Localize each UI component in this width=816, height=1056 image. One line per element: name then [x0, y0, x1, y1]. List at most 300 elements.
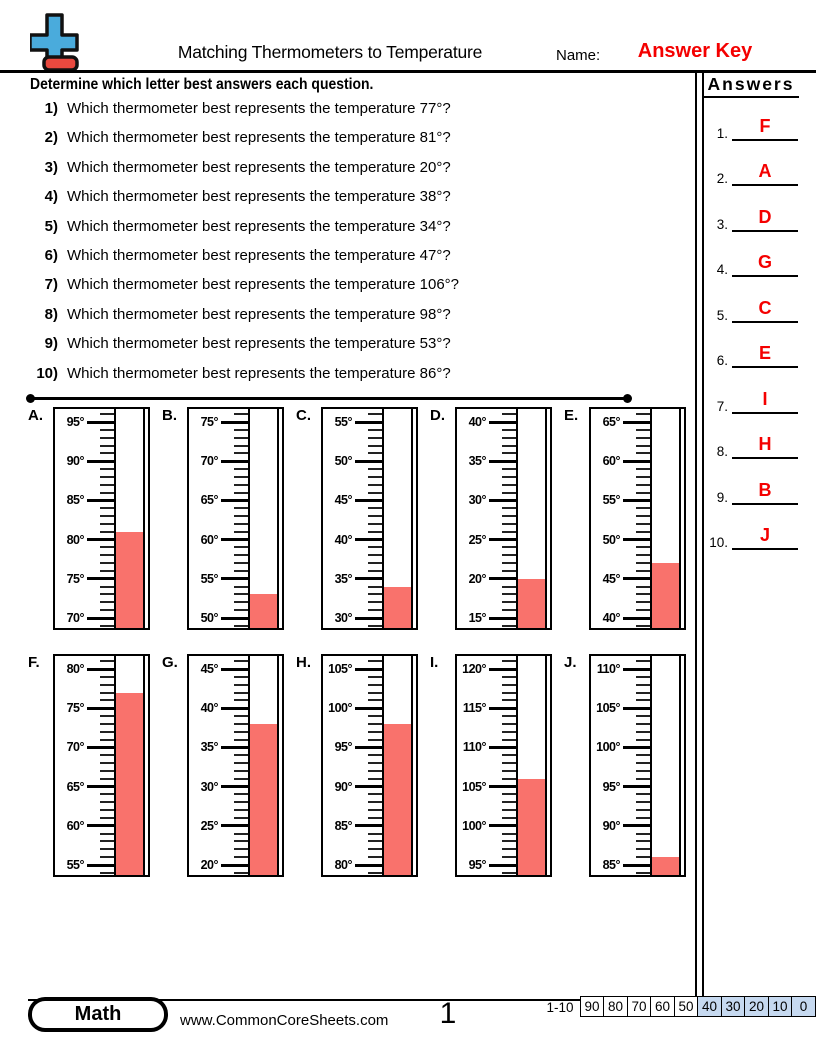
page-number: 1: [439, 997, 457, 1030]
minor-tick: [502, 833, 516, 835]
minor-tick: [100, 586, 114, 588]
minor-tick: [234, 723, 248, 725]
scale-label: 95°: [602, 779, 620, 794]
scale-label: 65°: [200, 493, 218, 508]
question-number: 2): [44, 129, 58, 147]
answer-number: 6.: [716, 353, 728, 368]
scale-label: 65°: [602, 415, 620, 429]
answer-item: [702, 191, 802, 237]
minor-tick: [234, 531, 248, 533]
answer-item: [702, 464, 802, 510]
minor-tick: [502, 413, 516, 415]
scale-label: 30°: [334, 611, 352, 625]
scale-label: 25°: [200, 818, 218, 833]
minor-tick: [100, 684, 114, 686]
mercury-fill: [652, 563, 679, 628]
major-tick: [355, 824, 382, 827]
website-url: www.CommonCoreSheets.com: [180, 1012, 389, 1029]
minor-tick: [368, 872, 382, 874]
thermometer-letter: J.: [564, 654, 577, 671]
minor-tick: [368, 546, 382, 548]
answer-letter: E: [758, 343, 771, 363]
score-cell: 50: [674, 996, 699, 1017]
header-divider: [0, 70, 816, 73]
major-tick: [355, 864, 382, 867]
minor-tick: [234, 715, 248, 717]
minor-tick: [100, 593, 114, 595]
minor-tick: [234, 731, 248, 733]
major-tick: [87, 668, 114, 671]
thermometer-row-top: [28, 405, 698, 633]
minor-tick: [636, 413, 650, 415]
tube-right-line: [411, 656, 413, 875]
minor-tick: [502, 484, 516, 486]
minor-tick: [100, 468, 114, 470]
scale-label: 40°: [334, 532, 352, 547]
thermometer-scale: [321, 654, 418, 877]
answer-item: [702, 237, 802, 283]
major-tick: [87, 499, 114, 502]
question-number: 10): [36, 364, 58, 382]
question-number: 1): [44, 100, 58, 117]
minor-tick: [636, 848, 650, 850]
scale-label: 30°: [200, 779, 218, 794]
minor-tick: [234, 515, 248, 517]
minor-tick: [368, 770, 382, 772]
scale-label: 40°: [200, 701, 218, 716]
commoncoresheets-logo: [30, 13, 82, 75]
minor-tick: [234, 476, 248, 478]
minor-tick: [100, 445, 114, 447]
scale-label: 70°: [66, 611, 84, 625]
thermometer-i: [430, 652, 564, 880]
answer-blank-line: [732, 139, 798, 141]
scale-label: 75°: [66, 701, 84, 716]
minor-tick: [502, 586, 516, 588]
section-divider-line: [30, 397, 628, 400]
major-tick: [623, 460, 650, 463]
major-tick: [221, 421, 248, 424]
major-tick: [221, 668, 248, 671]
score-cells: [580, 996, 816, 1017]
thermometer-letter: F.: [28, 654, 40, 671]
minor-tick: [636, 840, 650, 842]
major-tick: [489, 421, 516, 424]
scale-label: 60°: [200, 532, 218, 547]
minor-tick: [502, 731, 516, 733]
minor-tick: [100, 676, 114, 678]
question-text: Which thermometer best represents the temperature 53°?: [67, 335, 451, 353]
minor-tick: [368, 692, 382, 694]
answer-blank-line: [732, 275, 798, 277]
answer-number: 10.: [709, 535, 728, 550]
minor-tick: [636, 676, 650, 678]
minor-tick: [100, 723, 114, 725]
minor-tick: [368, 715, 382, 717]
minor-tick: [636, 452, 650, 454]
minor-tick: [100, 515, 114, 517]
minor-tick: [636, 437, 650, 439]
minor-tick: [100, 625, 114, 627]
minor-tick: [100, 809, 114, 811]
minor-tick: [234, 507, 248, 509]
major-tick: [355, 421, 382, 424]
minor-tick: [100, 770, 114, 772]
score-cell: 70: [627, 996, 652, 1017]
minor-tick: [636, 515, 650, 517]
major-tick: [623, 538, 650, 541]
score-cell: 80: [603, 996, 628, 1017]
minor-tick: [234, 609, 248, 611]
minor-tick: [100, 801, 114, 803]
minor-tick: [502, 452, 516, 454]
tube-right-line: [143, 409, 145, 628]
minor-tick: [368, 676, 382, 678]
thermometer-scale: [589, 407, 686, 630]
answer-blank-line: [732, 412, 798, 414]
minor-tick: [234, 692, 248, 694]
thermometer-c: [296, 405, 430, 633]
mercury-fill: [250, 724, 277, 875]
minor-tick: [368, 840, 382, 842]
tube-left-line: [516, 656, 518, 875]
thermometer-e: [564, 405, 698, 633]
minor-tick: [502, 429, 516, 431]
thermometer-scale: [589, 654, 686, 877]
major-tick: [489, 746, 516, 749]
minor-tick: [636, 684, 650, 686]
minor-tick: [636, 586, 650, 588]
score-cell: 0: [791, 996, 816, 1017]
major-tick: [355, 617, 382, 620]
minor-tick: [368, 762, 382, 764]
major-tick: [87, 460, 114, 463]
minor-tick: [234, 848, 248, 850]
minor-tick: [636, 801, 650, 803]
major-tick: [221, 864, 248, 867]
scale-label: 110°: [596, 662, 620, 676]
minor-tick: [636, 625, 650, 627]
minor-tick: [368, 484, 382, 486]
minor-tick: [234, 586, 248, 588]
minor-tick: [234, 817, 248, 819]
minor-tick: [100, 609, 114, 611]
scale-label: 55°: [602, 493, 620, 508]
minor-tick: [502, 699, 516, 701]
score-table: [546, 996, 816, 1017]
thermometer-a: [28, 405, 162, 633]
minor-tick: [502, 523, 516, 525]
scale-label: 105°: [596, 701, 620, 716]
scale-label: 45°: [200, 662, 218, 676]
minor-tick: [234, 856, 248, 858]
questions-list: [28, 100, 668, 394]
minor-tick: [100, 754, 114, 756]
minor-tick: [502, 809, 516, 811]
scale-label: 95°: [334, 740, 352, 755]
minor-tick: [636, 476, 650, 478]
major-tick: [623, 499, 650, 502]
minor-tick: [502, 840, 516, 842]
scale-label: 115°: [462, 701, 486, 716]
thermometer-letter: E.: [564, 407, 579, 424]
scale-label: 35°: [200, 740, 218, 755]
tube-right-line: [545, 656, 547, 875]
minor-tick: [100, 562, 114, 564]
question-row: [28, 365, 668, 394]
minor-tick: [636, 554, 650, 556]
minor-tick: [502, 515, 516, 517]
question-number: 6): [44, 246, 58, 264]
question-row: [28, 335, 668, 364]
minor-tick: [636, 562, 650, 564]
minor-tick: [636, 856, 650, 858]
minor-tick: [502, 856, 516, 858]
question-row: [28, 159, 668, 188]
scale-label: 100°: [596, 740, 620, 755]
thermometer-b: [162, 405, 296, 633]
score-cell: 20: [744, 996, 769, 1017]
answer-number: 2.: [716, 171, 728, 186]
answers-list: [702, 100, 802, 555]
question-number: 3): [44, 158, 58, 176]
minor-tick: [502, 692, 516, 694]
minor-tick: [234, 770, 248, 772]
minor-tick: [234, 699, 248, 701]
scale-label: 70°: [200, 454, 218, 469]
major-tick: [87, 577, 114, 580]
mercury-fill: [518, 579, 545, 628]
minor-tick: [234, 593, 248, 595]
scale-label: 95°: [468, 858, 486, 872]
major-tick: [489, 538, 516, 541]
major-tick: [355, 577, 382, 580]
minor-tick: [502, 817, 516, 819]
question-number: 8): [44, 305, 58, 323]
major-tick: [221, 499, 248, 502]
answer-item: [702, 328, 802, 374]
scale-label: 55°: [200, 571, 218, 586]
question-text: Which thermometer best represents the temperature 106°?: [67, 276, 460, 294]
minor-tick: [100, 507, 114, 509]
minor-tick: [100, 413, 114, 415]
tube-left-line: [650, 409, 652, 628]
scale-label: 15°: [468, 611, 486, 625]
question-row: [28, 247, 668, 276]
major-tick: [623, 746, 650, 749]
answers-title: Answers: [703, 74, 799, 98]
subject-badge: [28, 997, 168, 1032]
minor-tick: [636, 817, 650, 819]
major-tick: [221, 617, 248, 620]
minor-tick: [368, 809, 382, 811]
mercury-fill: [116, 532, 143, 628]
major-tick: [489, 499, 516, 502]
minor-tick: [234, 840, 248, 842]
minor-tick: [636, 731, 650, 733]
minor-tick: [368, 660, 382, 662]
minor-tick: [368, 413, 382, 415]
minor-tick: [234, 523, 248, 525]
major-tick: [355, 785, 382, 788]
minor-tick: [368, 754, 382, 756]
tube-left-line: [516, 409, 518, 628]
minor-tick: [636, 507, 650, 509]
minor-tick: [234, 452, 248, 454]
answer-blank-line: [732, 548, 798, 550]
minor-tick: [502, 778, 516, 780]
minor-tick: [100, 429, 114, 431]
question-row: [28, 218, 668, 247]
divider-right-dot: [623, 394, 632, 403]
minor-tick: [502, 625, 516, 627]
minor-tick: [100, 546, 114, 548]
minor-tick: [502, 437, 516, 439]
minor-tick: [234, 429, 248, 431]
tube-right-line: [679, 409, 681, 628]
minor-tick: [100, 437, 114, 439]
tube-left-line: [248, 409, 250, 628]
logo-plus-icon: [30, 15, 77, 59]
minor-tick: [368, 586, 382, 588]
minor-tick: [100, 554, 114, 556]
minor-tick: [234, 570, 248, 572]
score-cell: 40: [697, 996, 722, 1017]
major-tick: [623, 617, 650, 620]
minor-tick: [368, 570, 382, 572]
minor-tick: [636, 609, 650, 611]
minor-tick: [368, 593, 382, 595]
divider-left-dot: [26, 394, 35, 403]
thermometer-f: [28, 652, 162, 880]
scale-label: 50°: [200, 611, 218, 625]
major-tick: [221, 460, 248, 463]
question-text: Which thermometer best represents the temperature 34°?: [67, 217, 451, 235]
major-tick: [87, 824, 114, 827]
minor-tick: [368, 609, 382, 611]
answer-letter: H: [758, 434, 772, 454]
scale-label: 35°: [468, 454, 486, 469]
minor-tick: [234, 833, 248, 835]
minor-tick: [100, 476, 114, 478]
minor-tick: [368, 515, 382, 517]
minor-tick: [636, 531, 650, 533]
minor-tick: [234, 601, 248, 603]
thermometer-scale: [53, 654, 150, 877]
tube-left-line: [382, 656, 384, 875]
minor-tick: [234, 801, 248, 803]
answer-item: [702, 146, 802, 192]
minor-tick: [502, 762, 516, 764]
question-text: Which thermometer best represents the temperature 20°?: [67, 158, 451, 176]
scale-label: 75°: [200, 415, 218, 429]
minor-tick: [368, 601, 382, 603]
scale-label: 55°: [66, 858, 84, 872]
minor-tick: [234, 413, 248, 415]
minor-tick: [234, 562, 248, 564]
major-tick: [221, 707, 248, 710]
minor-tick: [636, 699, 650, 701]
tube-right-line: [411, 409, 413, 628]
minor-tick: [636, 593, 650, 595]
minor-tick: [368, 699, 382, 701]
minor-tick: [502, 531, 516, 533]
minor-tick: [368, 856, 382, 858]
minor-tick: [636, 429, 650, 431]
minor-tick: [502, 492, 516, 494]
minor-tick: [502, 468, 516, 470]
minor-tick: [502, 445, 516, 447]
minor-tick: [234, 676, 248, 678]
minor-tick: [100, 856, 114, 858]
major-tick: [355, 668, 382, 671]
scale-label: 35°: [334, 571, 352, 586]
minor-tick: [234, 809, 248, 811]
page-title: Matching Thermometers to Temperature: [177, 42, 483, 62]
tube-left-line: [382, 409, 384, 628]
minor-tick: [368, 476, 382, 478]
tube-left-line: [114, 409, 116, 628]
tube-left-line: [114, 656, 116, 875]
major-tick: [87, 617, 114, 620]
answer-number: 7.: [716, 398, 728, 414]
minor-tick: [100, 699, 114, 701]
minor-tick: [502, 601, 516, 603]
minor-tick: [636, 793, 650, 795]
minor-tick: [502, 546, 516, 548]
minor-tick: [234, 445, 248, 447]
scale-label: 90°: [602, 818, 620, 833]
major-tick: [623, 824, 650, 827]
question-text: Which thermometer best represents the temperature 47°?: [67, 246, 451, 264]
answer-number: 1.: [716, 125, 728, 141]
answer-letter: F: [759, 115, 771, 136]
scale-label: 85°: [66, 493, 84, 508]
answer-blank-line: [732, 457, 798, 459]
major-tick: [221, 746, 248, 749]
major-tick: [221, 785, 248, 788]
minor-tick: [234, 762, 248, 764]
answer-blank-line: [732, 184, 798, 186]
answer-letter: B: [758, 479, 772, 500]
mercury-fill: [384, 587, 411, 628]
minor-tick: [100, 817, 114, 819]
tube-left-line: [248, 656, 250, 875]
scale-label: 95°: [66, 415, 84, 429]
minor-tick: [368, 531, 382, 533]
minor-tick: [502, 848, 516, 850]
scale-label: 20°: [468, 571, 486, 586]
question-number: 4): [44, 188, 58, 206]
minor-tick: [368, 833, 382, 835]
minor-tick: [368, 848, 382, 850]
scale-label: 120°: [462, 662, 486, 676]
minor-tick: [502, 723, 516, 725]
minor-tick: [234, 437, 248, 439]
minor-tick: [234, 684, 248, 686]
scale-label: 100°: [462, 818, 486, 833]
minor-tick: [100, 523, 114, 525]
minor-tick: [636, 445, 650, 447]
minor-tick: [636, 546, 650, 548]
question-text: Which thermometer best represents the temperature 38°?: [67, 188, 451, 206]
minor-tick: [368, 554, 382, 556]
minor-tick: [100, 692, 114, 694]
minor-tick: [368, 507, 382, 509]
minor-tick: [100, 660, 114, 662]
minor-tick: [502, 684, 516, 686]
minor-tick: [636, 833, 650, 835]
